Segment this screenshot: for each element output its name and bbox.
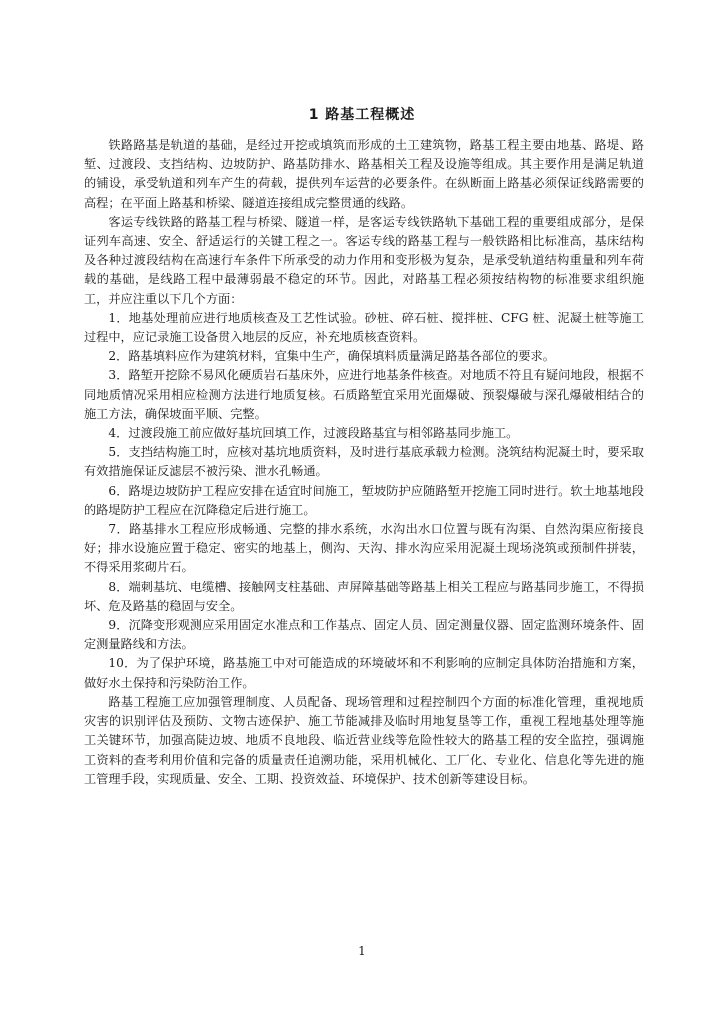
paragraph-item-9: 9．沉降变形观测应采用固定水准点和工作基点、固定人员、固定测量仪器、固定监测环境条件、固定测量路线和方法。 xyxy=(84,618,644,652)
paragraph-item-4: 4．过渡段施工前应做好基坑回填工作，过渡段路基宜与相邻路基同步施工。 xyxy=(108,426,519,441)
page-number: 1 xyxy=(358,944,366,958)
paragraph-overview: 客运专线铁路的路基工程与桥梁、隧道一样，是客运专线铁路轨下基础工程的重要组成部分，是保证列车高速、安全、舒适运行的关键工程之一。客运专线的路基工程与一般铁路相比标准高，基床结构及各种过渡段结构在高速行车条件下所承受的动力作用和变形极为复杂，是承受轨道结构重量和列车荷载的基础，是线路工程中最薄弱最不稳定的环节。因此，对路基工程必须按结构物的标准要求组织施工，并应注重以下几个方面： xyxy=(84,214,644,306)
paragraph-item-1: 1．地基处理前应进行地质核查及工艺性试验。砂桩、碎石桩、搅拌桩、CFG 桩、泥凝土桩等施工过程中，应记录施工设备贯入地层的反应，补充地质核查资料。 xyxy=(84,310,644,345)
document-body xyxy=(84,136,644,789)
paragraph-item-7: 7．路基排水工程应形成畅通、完整的排水系统，水沟出水口位置与既有沟渠、自然沟渠应衔接良好；排水设施应置于稳定、密实的地基上，侧沟、天沟、排水沟应采用泥凝土现场浇筑或预制件拼装，不得采用浆砌片石。 xyxy=(84,522,644,575)
paragraph-item-10: 10．为了保护环境，路基施工中对可能造成的环境破坏和不利影响的应制定具体防治措施和方案，做好水土保持和污染防治工作。 xyxy=(84,656,644,690)
paragraph-intro: 铁路路基是轨道的基础，是经过开挖或填筑而形成的土工建筑物，路基工程主要由地基、路堤、路堑、过渡段、支挡结构、边坡防护、路基防排水、路基相关工程及设施等组成。其主要作用是满足轨道的铺设，承受轨道和列车产生的荷载，提供列车运营的必要条件。在纵断面上路基必须保证线路需要的高程；在平面上路基和桥梁、隧道连接组成完整贯通的线路。 xyxy=(84,138,644,210)
paragraph-item-3: 3．路堑开挖除不易风化硬质岩石基床外，应进行地基条件核查。对地质不符且有疑问地段，根据不同地质情况采用相应检测方法进行地质复核。石质路堑宜采用光面爆破、预裂爆破与深孔爆破相结合的施工方法，确保坡面平顺、完整。 xyxy=(84,368,644,421)
paragraph-item-5: 5．支挡结构施工时，应核对基坑地质资料，及时进行基底承载力检测。浇筑结构泥凝土时，要采取有效措施保证反滤层不被污染、泄水孔畅通。 xyxy=(84,445,644,479)
paragraph-management: 路基工程施工应加强管理制度、人员配备、现场管理和过程控制四个方面的标准化管理，重视地质灾害的识别评估及预防、文物古迹保护、施工节能减排及临时用地复垦等工作，重视工程地基处理等施工关键环节，加强高陡边坡、地质不良地段、临近营业线等危险性较大的路基工程的安全监控，强调施工资料的查考利用价值和完备的质量责任追溯功能，采用机械化、工厂化、专业化、信息化等先进的施工管理手段，实现质量、安全、工期、投资效益、环境保护、技术创新等建设目标。 xyxy=(84,694,644,786)
paragraph-item-8: 8．端刺基坑、电缆槽、接触网支柱基础、声屏障基础等路基上相关工程应与路基同步施工，不得损坏、危及路基的稳固与安全。 xyxy=(84,579,644,613)
paragraph-item-2: 2．路基填料应作为建筑材料，宜集中生产，确保填料质量满足路基各部位的要求。 xyxy=(108,349,555,364)
paragraph-item-6: 6．路堤边坡防护工程应安排在适宜时间施工，堑坡防护应随路堑开挖施工同时进行。软土地基地段的路堤防护工程应在沉降稳定后进行施工。 xyxy=(84,483,644,517)
document-title: 1 路基工程概述 xyxy=(308,107,416,123)
